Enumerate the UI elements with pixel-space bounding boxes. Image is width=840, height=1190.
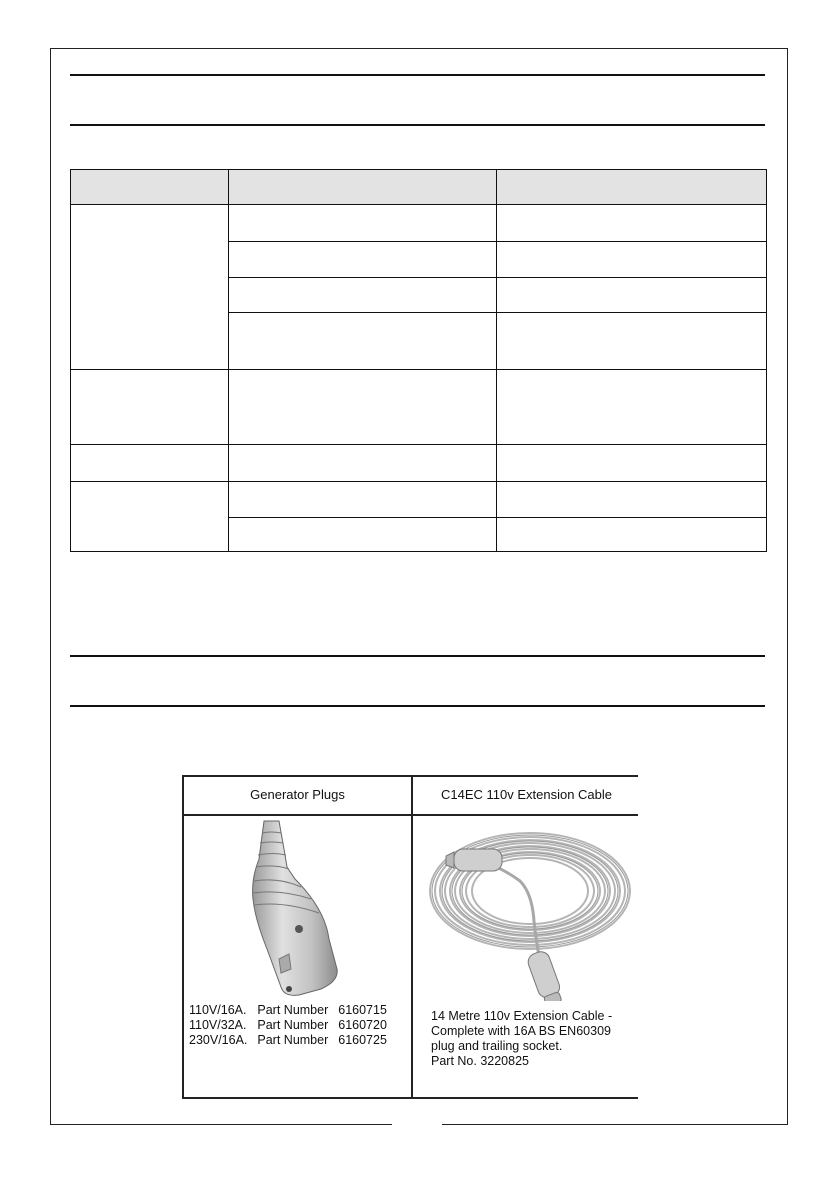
table-header-cell (229, 170, 497, 205)
generator-plug-image (229, 819, 359, 999)
plug-rating: 110V/16A. (189, 1003, 247, 1017)
table-row (71, 370, 767, 445)
cable-desc-line3: plug and trailing socket. (431, 1039, 563, 1053)
list-item (189, 1003, 397, 1018)
table-cell (229, 518, 497, 552)
plug-part-list (189, 1003, 397, 1048)
table-cell (229, 482, 497, 518)
cable-part-number: Part No. 3220825 (431, 1054, 529, 1068)
footer-gap (392, 1120, 442, 1130)
section2-rule-bottom (70, 705, 765, 707)
table-cell (71, 482, 229, 552)
table-row (71, 205, 767, 242)
table-cell (71, 205, 229, 370)
table-header-cell (497, 170, 767, 205)
panel-divider (411, 777, 413, 1097)
list-item (189, 1018, 397, 1033)
table-cell (497, 482, 767, 518)
table-cell (71, 445, 229, 482)
table-cell (229, 242, 497, 278)
table-cell (497, 205, 767, 242)
cable-desc-line1: 14 Metre 110v Extension Cable - (431, 1009, 613, 1023)
section-rule-top (70, 74, 765, 76)
plug-rating: 110V/32A. (189, 1018, 247, 1032)
table-cell (497, 313, 767, 370)
table-cell (229, 278, 497, 313)
section-rule-bottom (70, 124, 765, 126)
table-cell (497, 518, 767, 552)
part-number-label: Part Number (257, 1003, 329, 1017)
table-row (71, 482, 767, 518)
table-cell (71, 370, 229, 445)
panel-divider (184, 814, 638, 816)
table-cell (229, 205, 497, 242)
spec-table (70, 169, 767, 552)
table-cell (229, 313, 497, 370)
table-cell (497, 278, 767, 313)
cable-title: C14EC 110v Extension Cable (440, 787, 613, 802)
cable-desc-line2: Complete with 16A BS EN60309 (431, 1024, 611, 1038)
list-item (189, 1033, 397, 1048)
table-row (71, 445, 767, 482)
part-number-label: Part Number (257, 1033, 329, 1047)
table-cell (497, 370, 767, 445)
table-header-row (71, 170, 767, 205)
table-cell (497, 242, 767, 278)
accessories-panel (182, 775, 638, 1099)
table-header-cell (71, 170, 229, 205)
section2-rule-top (70, 655, 765, 657)
table-cell (497, 445, 767, 482)
part-number-value: 6160725 (338, 1033, 387, 1047)
table-cell (229, 445, 497, 482)
plug-rating: 230V/16A. (189, 1033, 248, 1047)
table-cell (229, 370, 497, 445)
part-number-value: 6160720 (338, 1018, 387, 1032)
part-number-value: 6160715 (338, 1003, 387, 1017)
plugs-title: Generator Plugs (250, 787, 345, 802)
extension-cable-image (424, 821, 636, 1001)
part-number-label: Part Number (257, 1018, 329, 1032)
